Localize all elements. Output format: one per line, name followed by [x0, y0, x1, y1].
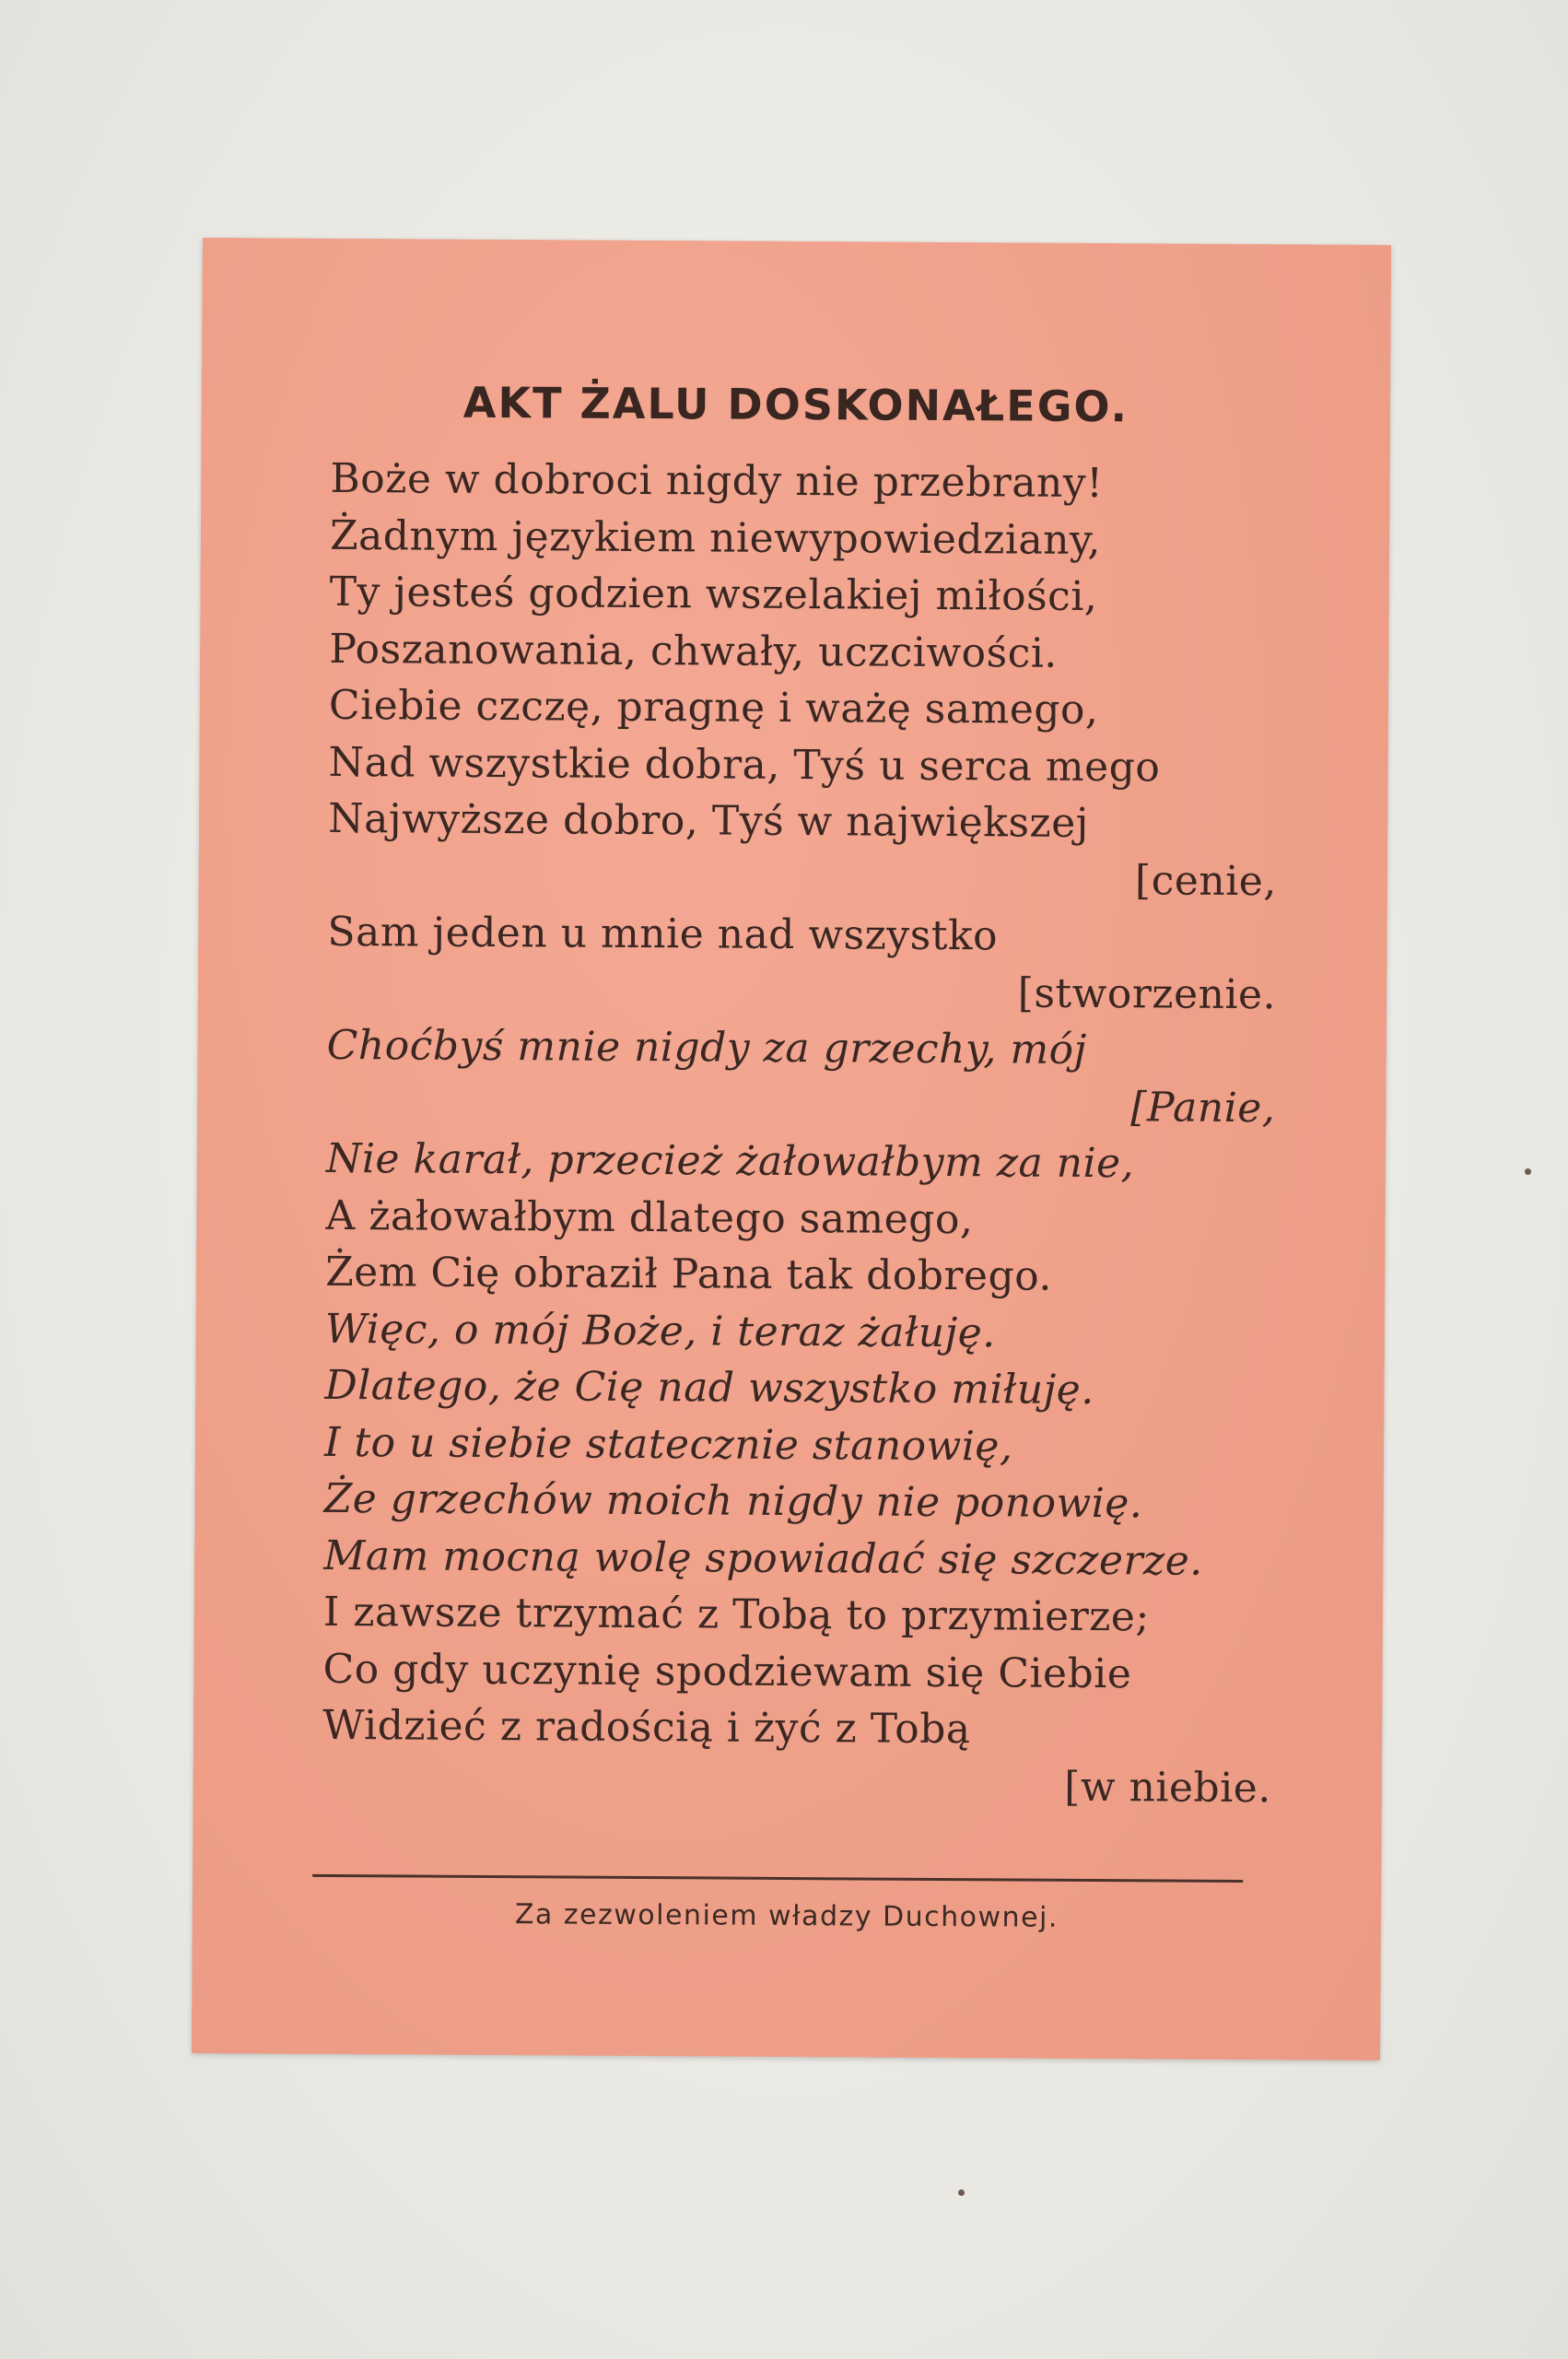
- dust-speck: [1525, 1168, 1531, 1175]
- card-title: AKT ŻALU DOSKONAŁEGO.: [462, 377, 1129, 432]
- prayer-line: Sam jeden u mnie nad wszystko: [327, 908, 999, 960]
- prayer-line: Nie karał, przecież żałowałbym za nie,: [325, 1134, 1135, 1188]
- prayer-text: [322, 451, 1280, 1816]
- prayer-line: Boże w dobroci nigdy nie przebrany!: [330, 454, 1104, 508]
- prayer-line: Choćbyś mnie nigdy za grzechy, mój: [326, 1021, 1087, 1074]
- prayer-line-continuation: [cenie,: [1134, 856, 1277, 905]
- prayer-line: Najwyższe dobro, Tyś w największej: [328, 794, 1090, 847]
- prayer-line-continuation: [w niebie.: [1064, 1763, 1271, 1812]
- imprimatur-note: Za zezwoleniem władzy Duchownej.: [514, 1898, 1059, 1934]
- prayer-line-continuation: [stworzenie.: [1017, 968, 1277, 1018]
- prayer-line: I to u siebie statecznie stanowię,: [323, 1418, 1013, 1470]
- dust-speck: [958, 2189, 965, 2196]
- prayer-line: Ciebie czczę, pragnę i ważę samego,: [328, 681, 1099, 734]
- prayer-line: Co gdy uczynię spodziewam się Ciebie: [322, 1645, 1132, 1697]
- prayer-line: Dlatego, że Cię nad wszystko miłuję.: [324, 1361, 1094, 1414]
- prayer-line: Żem Cię obraził Pana tak dobrego.: [325, 1248, 1053, 1300]
- prayer-line: Więc, o mój Boże, i teraz żałuję.: [324, 1305, 996, 1356]
- prayer-line: Nad wszystkie dobra, Tyś u serca mego: [328, 738, 1161, 791]
- prayer-line: Mam mocną wolę spowiadać się szczerze.: [323, 1532, 1203, 1585]
- prayer-line: I zawsze trzymać z Tobą to przymierze;: [322, 1588, 1150, 1641]
- prayer-line-continuation: [Panie,: [1130, 1083, 1276, 1132]
- prayer-line: Poszanowania, chwały, uczciwości.: [329, 625, 1059, 677]
- prayer-card: [192, 238, 1391, 2060]
- prayer-line: Widzieć z radością i żyć z Tobą: [322, 1701, 971, 1754]
- prayer-line: Żadnym językiem niewypowiedziany,: [329, 511, 1102, 564]
- divider-rule: [312, 1874, 1243, 1883]
- prayer-line: Że grzechów moich nigdy nie ponowię.: [323, 1474, 1143, 1528]
- prayer-line: Ty jesteś godzien wszelakiej miłości,: [329, 568, 1098, 621]
- prayer-line: A żałowałbym dlatego samego,: [325, 1191, 974, 1243]
